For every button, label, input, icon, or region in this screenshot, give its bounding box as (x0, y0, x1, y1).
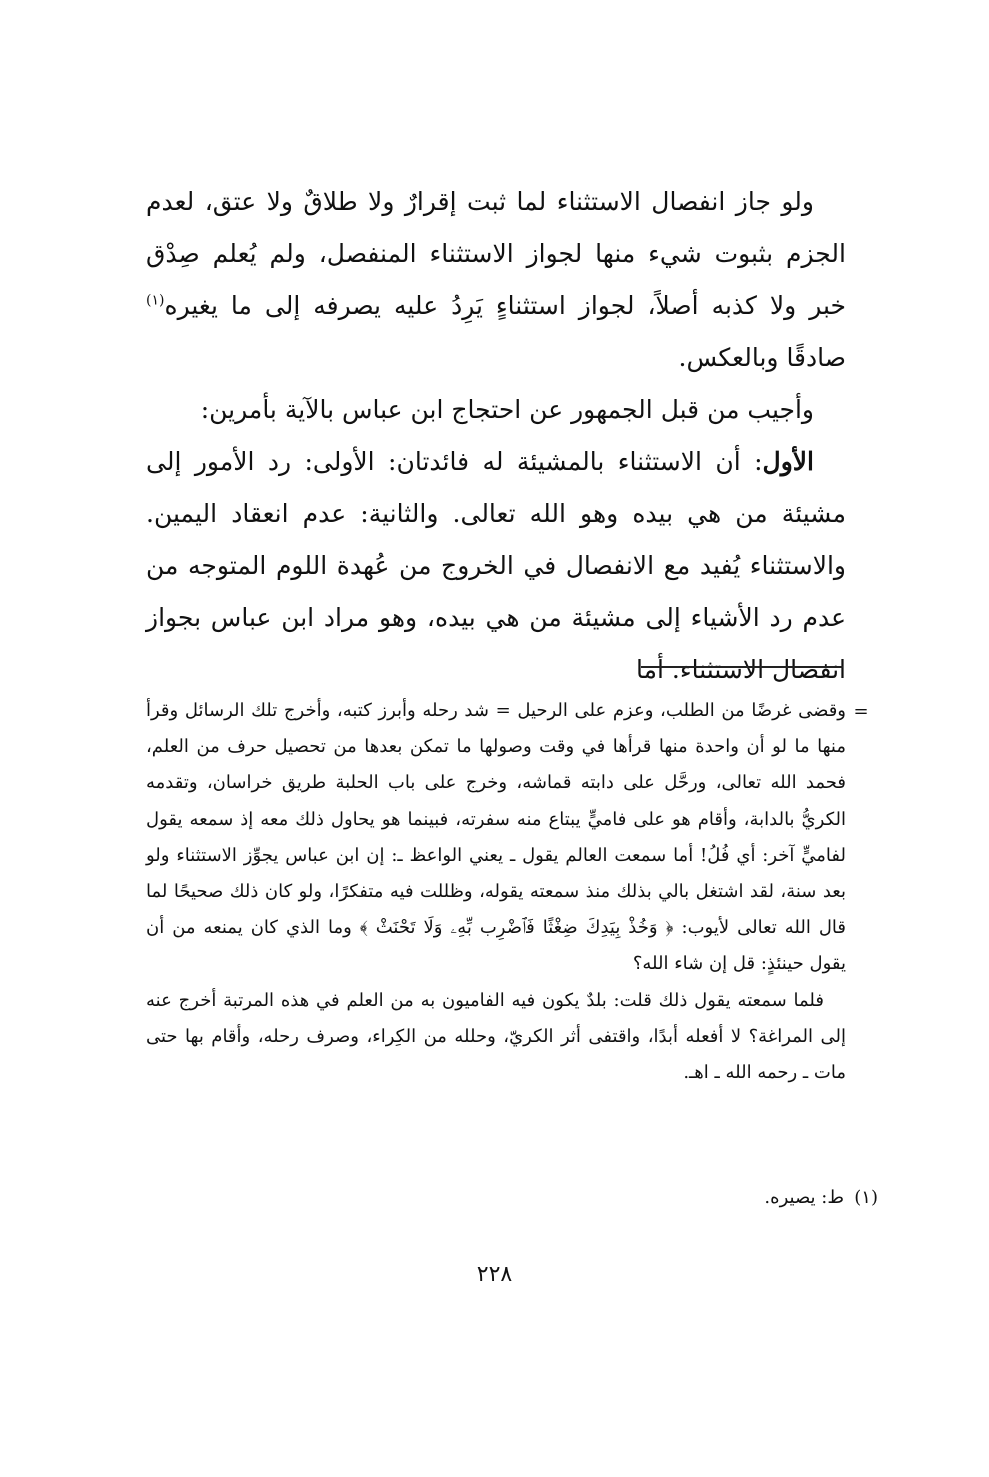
footnote-separator (641, 666, 843, 668)
paragraph-3 (146, 436, 846, 696)
footnotes-block (146, 693, 846, 1091)
footnote-1-text: ط: يصيره. (764, 1187, 844, 1208)
footnote-ref-1: (١) (146, 292, 165, 309)
footnote-text-1: وقضى غرضًا من الطلب، وعزم على الرحيل = شد رحله وأبرز كتبه، وأخرج تلك الرسائل وقرأ منها ما لو أن واحدة منها قرأها في وقت وصولها ما تمكن بعدها من تحصيل حرف من العلم، فحمد الله تعالى، ورحَّل على دابته قماشه، وخرج على باب الحلبة طريق خراسان، وتقدمه الكريُّ بالدابة، وأقام هو على فاميٍّ يبتاع منه سفرته، فبينما هو يحاول ذلك معه إذ سمعه يقول لفاميٍّ آخر: أي فُلُ! أما سمعت العالم يقول ـ يعني الواعظ ـ: إن ابن عباس يجوِّز الاستثناء ولو بعد سنة، لقد اشتغل بالي بذلك منذ سمعته يقوله، وظللت فيه متفكرًا، ولو كان ذلك صحيحًا لما قال الله تعالى لأيوب: (146, 700, 846, 939)
footnote-1-number: (١) (854, 1187, 878, 1208)
paragraph-2: وأجيب من قبل الجمهور عن احتجاج ابن عباس بالآية بأمرين: (200, 395, 814, 424)
footnote-continued-paragraph (146, 693, 846, 983)
quran-verse: ﴿ وَخُذْ بِيَدِكَ ضِغْثًا فَٱضْرِب بِّهِۦ وَلَا تَحْنَثْ ﴾ (359, 917, 674, 939)
main-text-block (146, 176, 846, 696)
paragraph-1 (146, 176, 846, 384)
footnote-paragraph-2: فلما سمعته يقول ذلك قلت: بلدٌ يكون فيه الفاميون به من العلم في هذه المرتبة أخرج عنه إلى المراغة؟ لا أفعله أبدًا، واقتفى أثر الكريّ، وحلله من الكِراء، وصرف رحله، وأقام بها حتى مات ـ رحمه الله ـ اهـ. (146, 989, 846, 1084)
page-number: ٢٢٨ (476, 1262, 513, 1287)
paragraph-3-heading: الأول (762, 447, 814, 476)
footnote-1 (146, 1180, 878, 1216)
paragraph-1-end: صادقًا وبالعكس. (678, 343, 846, 372)
footnote-text-1-end: وما الذي كان يمنعه من أن يقول حينئذٍ: قل إن شاء الله؟ (146, 917, 846, 975)
footnote-1-row (146, 1180, 878, 1216)
paragraph-1-text: ولو جاز انفصال الاستثناء لما ثبت إقرارٌ ولا طلاقٌ ولا عتق، لعدم الجزم بثبوت شيء منها لجواز الاستثناء المنفصل، ولم يُعلم صِدْق خبر ولا كذبه أصلاً، لجواز استثناءٍ يَرِدُ عليه يصرفه إلى ما يغيره (146, 187, 846, 320)
footnote-continuation-mark: = (853, 701, 869, 722)
paragraph-3-text: : أن الاستثناء بالمشيئة له فائدتان: الأولى: رد الأمور إلى مشيئة من هي بيده وهو الله تعالى. والثانية: عدم انعقاد اليمين. والاستثناء يُفيد مع الانفصال في الخروج من عُهدة اللوم المتوجه من عدم رد الأشياء إلى مشيئة من هي بيده، وهو مراد ابن عباس بجواز انفصال الاستثناء. أما (146, 447, 846, 684)
